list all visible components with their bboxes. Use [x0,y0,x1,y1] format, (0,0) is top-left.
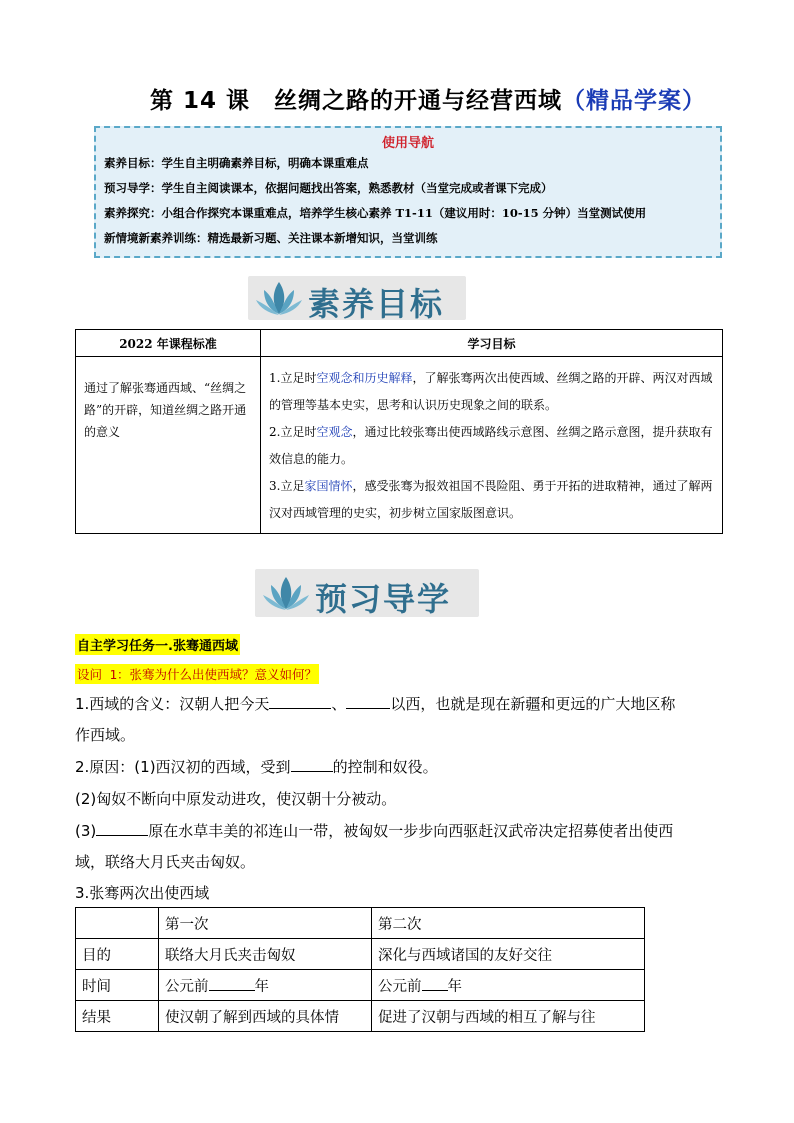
page-title [150,82,706,115]
paragraph-1-cont: 作西域。 [75,726,136,744]
table-row: 结果 使汉朝了解到西域的具体情 促进了汉朝与西域的相互了解与往 [76,1001,645,1032]
goal-item: 2.立足时空观念，通过比较张骞出使西域路线示意图、丝绸之路示意图，提升获取有效信息的能力。 [269,425,713,466]
goal-item: 1.立足时空观念和历史解释，了解张骞两次出使西域、丝绸之路的开辟、两汉对西域的管理等基本史实，思考和认识历史现象之间的联系。 [269,371,713,412]
usage-guide-box [94,126,722,258]
task-heading: 自主学习任务一.张骞通西域 [75,634,240,655]
guide-line-training: 新情境新素养训练：精选最新习题、关注课本新增知识，当堂训练 [104,231,438,245]
curriculum-standard: 通过了解张骞通西域、“丝绸之路”的开辟，知道丝绸之路开通的意义 [76,357,261,534]
paragraph-2: 2.原因：(1)西汉初的西域，受到 的控制和奴役。 [75,752,438,783]
goal-table [75,329,723,534]
guide-line-preview: 预习导学：学生自主阅读课本，依据问题找出答案，熟悉教材（当堂完成或者课下完成） [104,181,553,195]
lotus-icon [261,573,311,613]
question-heading: 设问 1：张骞为什么出使西域？意义如何？ [75,664,319,684]
paragraph-5: 3.张骞两次出使西域 [75,884,210,902]
paragraph-1: 1.西域的含义：汉朝人把今天 、 以西，也就是现在新疆和更远的广大地区称 [75,689,675,720]
paragraph-4: (3) 原在水草丰美的祁连山一带，被匈奴一步步向西驱赶汉武帝决定招募使者出使西 [75,816,673,847]
guide-line-goal: 素养目标：学生自主明确素养目标，明确本课重难点 [104,156,369,170]
answer-blank[interactable] [269,692,331,709]
learning-goals [261,357,723,534]
missions-table [75,907,645,1032]
answer-blank[interactable] [96,819,148,836]
answer-blank[interactable] [346,692,390,709]
header-goals: 学习目标 [261,330,723,357]
section-banner-preview [255,569,479,617]
answer-blank[interactable] [209,974,255,991]
table-row: 目的 联络大月氏夹击匈奴 深化与西域诸国的友好交往 [76,939,645,970]
title-highlight: （精品学案） [562,88,707,114]
guide-heading: 使用导航 [381,136,434,151]
answer-blank[interactable] [291,755,333,772]
section-banner-goals [248,276,466,323]
table-row: 第一次 第二次 [76,908,645,939]
banner-label: 预习导学 [315,580,452,618]
answer-blank[interactable] [422,974,448,991]
title-main: 第 14 课 丝绸之路的开通与经营西域 [150,88,563,114]
header-standard: 2022 年课程标准 [76,330,261,357]
goal-item: 3.立足家国情怀，感受张骞为报效祖国不畏险阻、勇于开拓的进取精神，通过了解两汉对西域管理的史实，初步树立国家版图意识。 [269,479,713,520]
table-row: 时间 公元前 年 公元前 年 [76,970,645,1001]
guide-line-explore: 素养探究：小组合作探究本课重难点，培养学生核心素养 T1-11（建议用时：10-15 分钟）当堂测试使用 [104,206,647,220]
paragraph-3: (2)匈奴不断向中原发动进攻，使汉朝十分被动。 [75,790,397,808]
banner-label: 素养目标 [308,285,445,323]
paragraph-4-cont: 域，联络大月氏夹击匈奴。 [75,853,256,871]
lotus-icon [254,278,304,318]
